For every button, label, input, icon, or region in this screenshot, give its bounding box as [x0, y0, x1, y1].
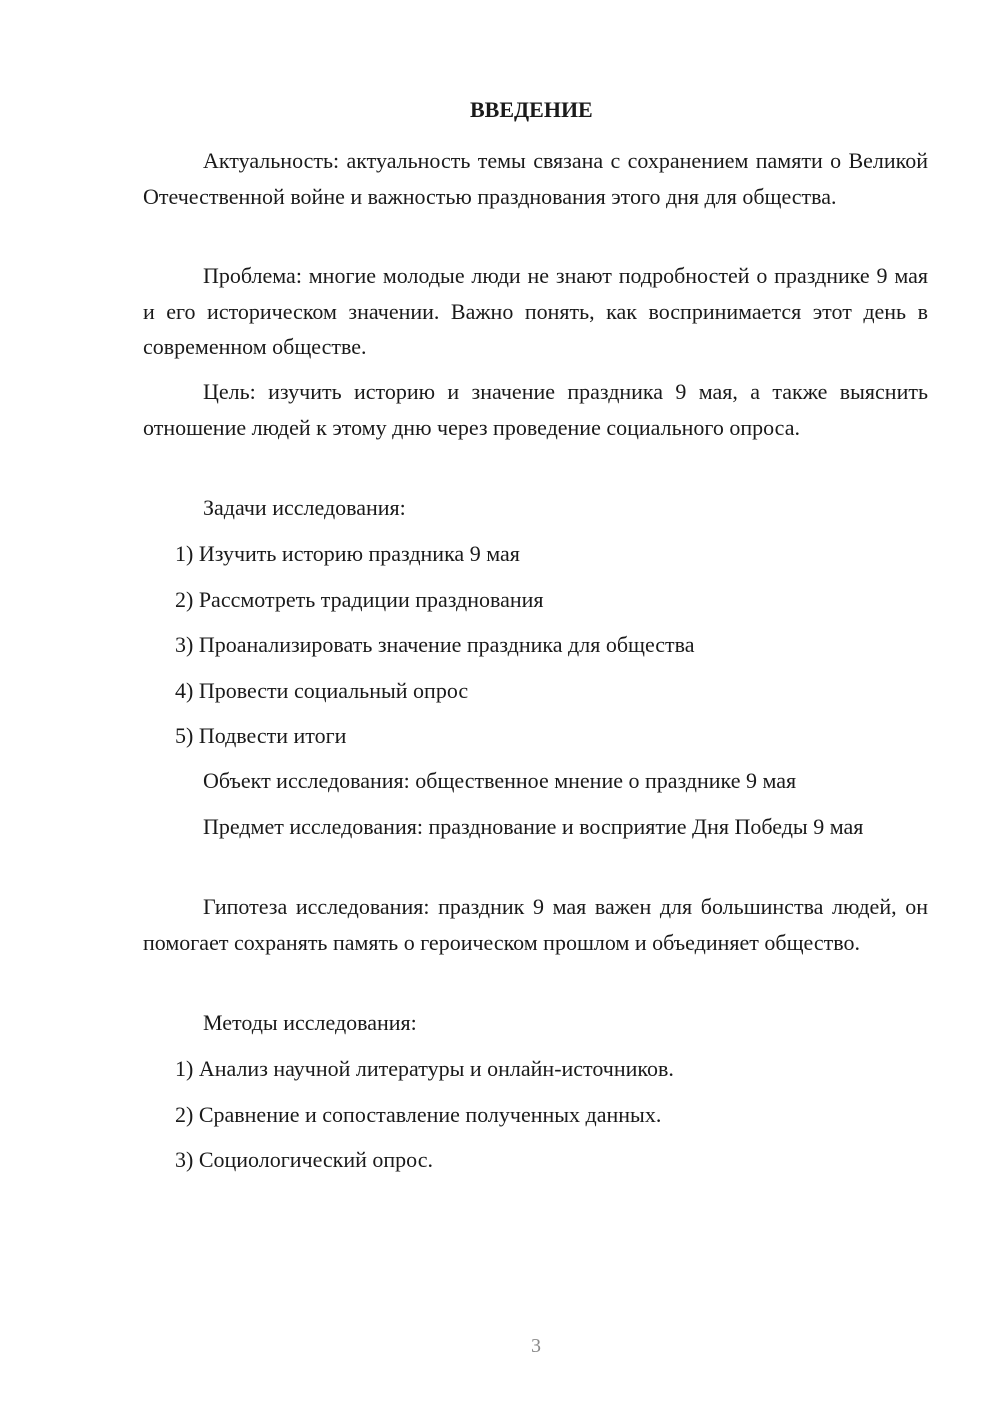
paragraph-text: Гипотеза исследования: праздник 9 мая важен для большинства людей, он помогает сохранять память о героическом прошлом и объединяет общество.	[143, 894, 928, 955]
list-item: 4) Провести социальный опрос	[175, 677, 469, 703]
paragraph-subject	[143, 809, 928, 845]
list-item: 3) Проанализировать значение праздника для общества	[175, 632, 695, 657]
paragraph-problem	[143, 258, 928, 365]
tasks-heading	[143, 490, 928, 526]
methods-heading	[143, 1005, 928, 1041]
list-item: 1) Изучить историю праздника 9 мая	[175, 541, 520, 566]
methods-heading-text: Методы исследования:	[203, 1010, 417, 1035]
paragraph-text: Предмет исследования: празднование и восприятие Дня Победы 9 мая	[203, 814, 864, 839]
paragraph-relevance	[143, 143, 928, 214]
list-item: 5) Подвести итоги	[175, 723, 347, 748]
paragraph-object	[143, 763, 928, 799]
tasks-heading-text: Задачи исследования:	[203, 495, 406, 520]
paragraph-goal	[143, 374, 928, 445]
list-item: 1) Анализ научной литературы и онлайн-источников.	[175, 1056, 674, 1081]
list-item: 2) Сравнение и сопоставление полученных данных.	[175, 1101, 662, 1127]
page-number: 3	[531, 1335, 541, 1357]
paragraph-text: Цель: изучить историю и значение праздника 9 мая, а также выяснить отношение людей к этому дню через проведение социального опроса.	[143, 379, 928, 440]
methods-list	[143, 1051, 928, 1178]
paragraph-text: Объект исследования: общественное мнение о празднике 9 мая	[203, 768, 797, 793]
paragraph-text: Актуальность: актуальность темы связана с сохранением памяти о Великой Отечественной войне и важностью празднования этого дня для общества.	[143, 148, 928, 209]
tasks-list	[143, 536, 928, 754]
list-item: 2) Рассмотреть традиции празднования	[175, 586, 544, 612]
list-item: 3) Социологический опрос.	[175, 1147, 433, 1172]
paragraph-hypothesis	[143, 889, 928, 960]
paragraph-text: Проблема: многие молодые люди не знают подробностей о празднике 9 мая и его историческом значении. Важно понять, как воспринимается этот день в современном обществе.	[143, 263, 928, 359]
page-title: ВВЕДЕНИЕ	[470, 97, 593, 122]
